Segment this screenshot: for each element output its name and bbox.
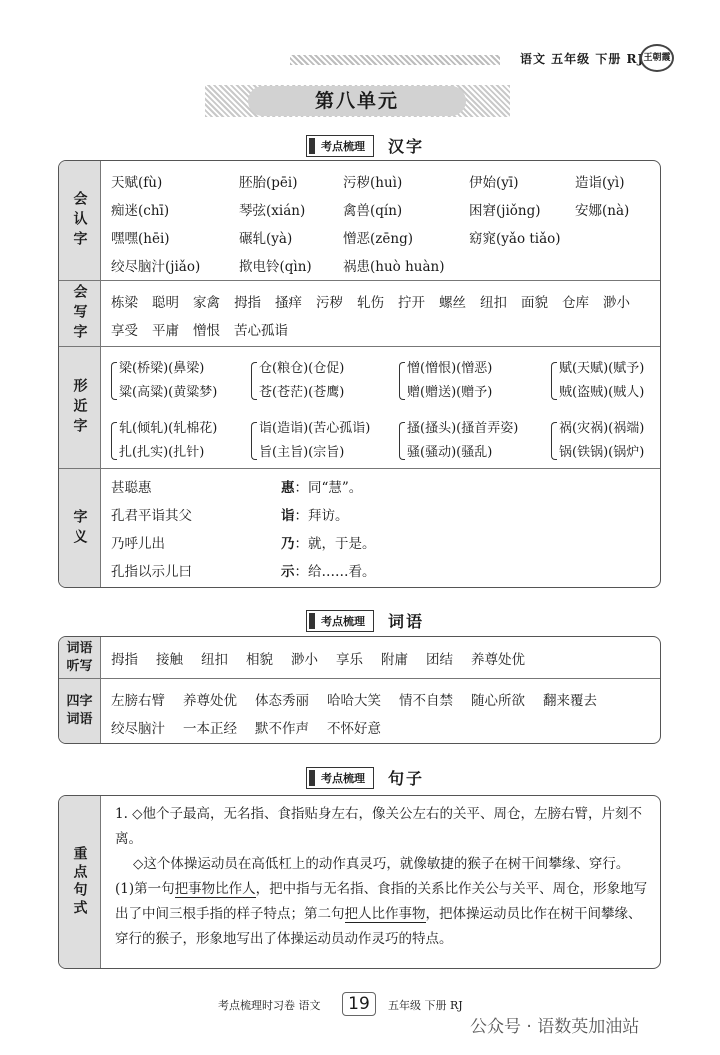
meaning-explanation — [281, 535, 650, 553]
meaning-text: ：拜访。 — [294, 508, 349, 524]
word-item: 禽兽(qín) — [343, 203, 403, 219]
word-item: 纽扣 — [480, 295, 507, 311]
word-item: 轧伤 — [357, 295, 384, 311]
header-text: 语文 五年级 下册 RJ — [520, 52, 645, 66]
similar-pair — [111, 357, 251, 405]
row-label: 会写字 — [59, 281, 101, 346]
similar-pair — [251, 417, 399, 465]
meaning-char: 惠 — [281, 480, 295, 496]
word-item: 痴迷(chī) — [111, 203, 170, 219]
word-item: 纽扣 — [201, 651, 228, 668]
meaning-text: ：给……看。 — [294, 564, 376, 580]
word-item: 默不作声 — [255, 721, 309, 737]
write-row — [59, 281, 660, 347]
word-item: 揿电铃(qìn) — [239, 259, 312, 275]
row-label: 字义 — [59, 469, 101, 588]
word-item — [575, 227, 661, 247]
word-item: 平庸 — [152, 323, 179, 339]
similar-pair — [399, 417, 551, 465]
word-item: 污秽(huì) — [343, 175, 403, 191]
word-item: 污秽 — [316, 295, 343, 311]
similar-list — [111, 353, 661, 469]
word-item: 祸患(huò huàn) — [343, 259, 445, 275]
row-label: 词语听写 — [59, 637, 101, 678]
word-item: 碾轧(yà) — [239, 231, 293, 247]
word-item: 胚胎(pēi) — [239, 175, 298, 191]
word-item: 拇指 — [111, 651, 138, 668]
analysis-text: (1)第一句 — [115, 881, 175, 897]
word-item: 家禽 — [193, 295, 220, 311]
word-item: 哈哈大笑 — [327, 693, 381, 709]
sentence-2: ◇这个体操运动员在高低杠上的动作真灵巧，就像敏捷的猴子在树干间攀缘、穿行。 — [133, 856, 630, 872]
word-item: 享受 — [111, 323, 138, 339]
similar-pair — [551, 417, 661, 465]
meaning-phrase: 孔君平诣其父 — [111, 508, 192, 524]
similar-pair — [251, 357, 399, 405]
word-item: 嘿嘿(hēi) — [111, 231, 170, 247]
row-label: 形近字 — [59, 347, 101, 468]
word-item: 拇指 — [234, 295, 261, 311]
meaning-explanation — [281, 507, 650, 525]
word-item: 渺小 — [291, 651, 318, 668]
similar-row — [59, 347, 660, 469]
section-title: 汉字 — [388, 137, 425, 156]
section-badge: 考点梳理 — [306, 135, 374, 157]
logo-text: 王朝霞 — [643, 53, 671, 63]
similar-word: 梁(桥梁)(鼻梁) — [119, 361, 205, 376]
word-item: 憎恶(zēng) — [343, 231, 413, 247]
similar-word: 苍(苍茫)(苍鹰) — [259, 385, 345, 400]
page-number: 19 — [342, 992, 376, 1016]
meaning-explanation — [281, 479, 650, 497]
analysis-underline: 把人比作事物 — [344, 906, 426, 922]
meaning-phrase: 孔指以示儿曰 — [111, 564, 192, 580]
watermark: 公众号 · 语数英加油站 — [470, 1017, 640, 1037]
ciyu-panel — [58, 636, 661, 744]
meaning-phrase: 甚聪惠 — [111, 480, 152, 496]
analysis-text: ，把体操运动员比作在树干间攀缘、穿行的猴子，形象地写出了体操运动员动作灵巧的特点。 — [115, 906, 642, 947]
sentence-1: 1. ◇他个子最高，无名指、食指贴身左右，像关公左右的关平、周仓，左膀右臂，片刻不离。 — [115, 806, 643, 847]
analysis-text: ，把中指与无名指、食指的关系比作关公与关平、周仓，形象地写出了中间三根手指的样子特点；第二句 — [115, 881, 648, 922]
recognize-row — [59, 161, 660, 281]
word-item: 一本正经 — [183, 721, 237, 737]
meaning-char: 乃 — [281, 536, 295, 552]
word-item: 憎恨 — [193, 323, 220, 339]
meaning-explanation — [281, 563, 650, 581]
word-item: 绞尽脑汁(jiǎo) — [111, 259, 201, 275]
word-item: 困窘(jiǒng) — [469, 203, 541, 219]
word-item: 情不自禁 — [399, 693, 453, 709]
analysis-underline: 把事物比作人 — [174, 881, 256, 897]
word-item: 体态秀丽 — [255, 693, 309, 709]
hanzi-panel — [58, 160, 661, 588]
section-title: 词语 — [388, 612, 425, 631]
similar-word: 旨(主旨)(宗旨) — [259, 445, 345, 460]
similar-word: 搔(搔头)(搔首弄姿) — [407, 421, 519, 436]
section-heading-hanzi — [306, 134, 424, 157]
four-list — [111, 685, 650, 737]
similar-word: 赋(天赋)(赋予) — [559, 361, 645, 376]
publisher-logo-icon — [640, 44, 674, 72]
word-item: 聪明 — [152, 295, 179, 311]
word-item: 随心所欲 — [471, 693, 525, 709]
footer-right: 五年级 下册 RJ — [388, 999, 463, 1012]
word-item: 渺小 — [603, 295, 630, 311]
similar-pair — [551, 357, 661, 405]
word-item: 安娜(nà) — [575, 203, 630, 219]
similar-word: 祸(灾祸)(祸端) — [559, 421, 645, 436]
dictation-row — [59, 637, 660, 679]
section-heading-ciyu — [306, 609, 424, 632]
word-item: 造诣(yì) — [575, 175, 625, 191]
meaning-text: ：同“慧”。 — [294, 480, 363, 496]
word-item: 养尊处优 — [471, 651, 525, 668]
similar-pair — [399, 357, 551, 405]
similar-word: 赠(赠送)(赠予) — [407, 385, 493, 400]
similar-word: 骚(骚动)(骚乱) — [407, 445, 493, 460]
word-item: 团结 — [426, 651, 453, 668]
four-row — [59, 679, 660, 743]
similar-word: 诣(造诣)(苦心孤诣) — [259, 421, 371, 436]
unit-title: 第八单元 — [248, 86, 466, 116]
word-item: 享乐 — [336, 651, 363, 668]
meaning-text: ：就，于是。 — [294, 536, 376, 552]
similar-word: 粱(高粱)(黄粱梦) — [119, 385, 218, 400]
similar-word: 轧(倾轧)(轧棉花) — [119, 421, 218, 436]
write-list — [111, 287, 650, 339]
word-item: 伊始(yī) — [469, 175, 519, 191]
word-item: 苦心孤诣 — [234, 323, 288, 339]
word-item: 天赋(fù) — [111, 175, 163, 191]
section-heading-juzi — [306, 766, 424, 789]
juzi-panel — [58, 795, 661, 969]
word-item: 不怀好意 — [327, 721, 381, 737]
meaning-list — [111, 475, 650, 583]
analysis — [115, 877, 650, 952]
word-item: 琴弦(xián) — [239, 203, 306, 219]
meaning-row — [59, 469, 660, 588]
meaning-char: 诣 — [281, 508, 295, 524]
word-item: 仓库 — [562, 295, 589, 311]
similar-word: 锅(铁锅)(锅炉) — [559, 445, 645, 460]
similar-word: 憎(憎恨)(憎恶) — [407, 361, 493, 376]
meaning-phrase: 乃呼儿出 — [111, 536, 165, 552]
row-label: 会认字 — [59, 161, 101, 280]
recognize-list — [111, 167, 661, 275]
section-title: 句子 — [388, 769, 425, 788]
section-badge: 考点梳理 — [306, 610, 374, 632]
word-item: 拧开 — [398, 295, 425, 311]
word-item: 搔痒 — [275, 295, 302, 311]
row-label: 重点句式 — [59, 796, 101, 968]
word-item: 养尊处优 — [183, 693, 237, 709]
footer-left: 考点梳理时习卷 语文 — [218, 999, 321, 1012]
section-badge: 考点梳理 — [306, 767, 374, 789]
similar-pair — [111, 417, 251, 465]
word-item: 接触 — [156, 651, 183, 668]
word-item: 栋梁 — [111, 295, 138, 311]
row-label: 四字词语 — [59, 679, 101, 743]
similar-word: 贼(盗贼)(贼人) — [559, 385, 645, 400]
similar-word: 扎(扎实)(扎针) — [119, 445, 205, 460]
word-item: 左膀右臂 — [111, 693, 165, 709]
meaning-char: 示 — [281, 564, 295, 580]
word-item: 面貌 — [521, 295, 548, 311]
word-item: 螺丝 — [439, 295, 466, 311]
sentence-row — [59, 796, 660, 968]
word-item: 翻来覆去 — [543, 693, 597, 709]
header-stripe — [290, 55, 500, 65]
word-item: 窈窕(yǎo tiǎo) — [469, 231, 561, 247]
word-item: 相貌 — [246, 651, 273, 668]
similar-word: 仓(粮仓)(仓促) — [259, 361, 345, 376]
sentence-content — [101, 796, 660, 968]
dictation-list — [111, 648, 525, 668]
word-item: 绞尽脑汁 — [111, 721, 165, 737]
word-item: 附庸 — [381, 651, 408, 668]
